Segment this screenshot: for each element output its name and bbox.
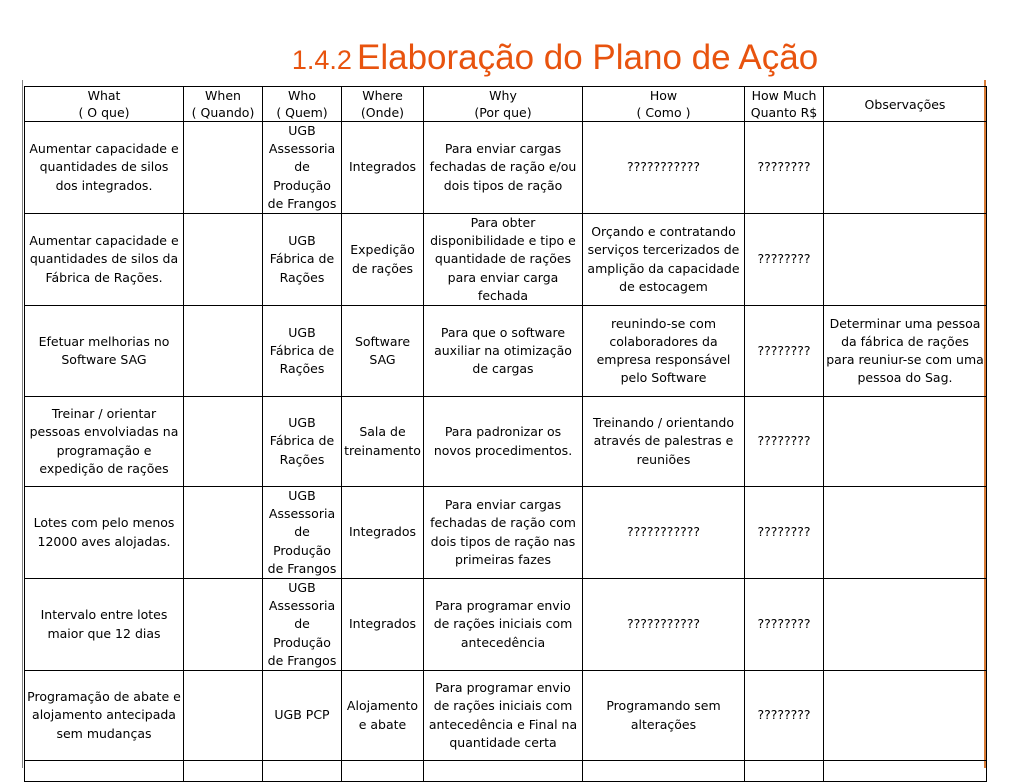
header-what: What ( O que) xyxy=(25,87,184,122)
cell-who: UGB Fábrica de Rações xyxy=(263,397,342,487)
table-row-empty xyxy=(25,761,987,782)
cell-observacoes xyxy=(824,214,987,306)
table-row xyxy=(25,397,987,487)
cell-how-much: ???????? xyxy=(745,214,824,306)
cell-when xyxy=(184,306,263,397)
cell-when xyxy=(184,487,263,579)
cell-what: Lotes com pelo menos 12000 aves alojadas. xyxy=(25,487,184,579)
cell-why: Para padronizar os novos procedimentos. xyxy=(424,397,583,487)
action-plan-table xyxy=(24,86,987,782)
cell-who: UGB Assessoria de Produção de Frangos xyxy=(263,487,342,579)
cell-who: UGB Fábrica de Rações xyxy=(263,214,342,306)
cell-how: Orçando e contratando serviços tercerizados de amplição da capacidade de estocagem xyxy=(583,214,745,306)
cell-when xyxy=(184,397,263,487)
cell-who: UGB Assessoria de Produção de Frangos xyxy=(263,122,342,214)
cell-where: Software SAG xyxy=(342,306,424,397)
cell-why: Para programar envio de rações iniciais com antecedência xyxy=(424,579,583,671)
header-observacoes: Observações xyxy=(824,87,987,122)
cell-how-much: ???????? xyxy=(745,306,824,397)
cell-empty xyxy=(745,761,824,782)
cell-when xyxy=(184,579,263,671)
cell-observacoes xyxy=(824,122,987,214)
cell-who: UGB Assessoria de Produção de Frangos xyxy=(263,579,342,671)
cell-how: reunindo-se com colaboradores da empresa responsável pelo Software xyxy=(583,306,745,397)
cell-observacoes xyxy=(824,487,987,579)
title-number: 1.4.2 xyxy=(291,45,352,75)
cell-observacoes xyxy=(824,671,987,761)
cell-where: Alojamento e abate xyxy=(342,671,424,761)
cell-why: Para enviar cargas fechadas de ração com dois tipos de ração nas primeiras fazes xyxy=(424,487,583,579)
cell-observacoes xyxy=(824,397,987,487)
cell-why: Para que o software auxiliar na otimização de cargas xyxy=(424,306,583,397)
table-row xyxy=(25,487,987,579)
cell-empty xyxy=(424,761,583,782)
cell-where: Integrados xyxy=(342,487,424,579)
cell-observacoes: Determinar uma pessoa da fábrica de rações para reuniur-se com uma pessoa do Sag. xyxy=(824,306,987,397)
table-row xyxy=(25,122,987,214)
cell-observacoes xyxy=(824,579,987,671)
cell-how-much: ???????? xyxy=(745,487,824,579)
cell-when xyxy=(184,214,263,306)
cell-empty xyxy=(824,761,987,782)
table-row xyxy=(25,214,987,306)
cell-empty xyxy=(184,761,263,782)
header-when: When ( Quando) xyxy=(184,87,263,122)
header-why: Why (Por que) xyxy=(424,87,583,122)
table-row xyxy=(25,579,987,671)
cell-empty xyxy=(583,761,745,782)
cell-where: Integrados xyxy=(342,579,424,671)
cell-how-much: ???????? xyxy=(745,579,824,671)
table-row xyxy=(25,671,987,761)
slide-title xyxy=(0,38,1024,78)
cell-how: ??????????? xyxy=(583,579,745,671)
cell-where: Integrados xyxy=(342,122,424,214)
cell-why: Para enviar cargas fechadas de ração e/ou dois tipos de ração xyxy=(424,122,583,214)
cell-how: Programando sem alterações xyxy=(583,671,745,761)
title-text: Elaboração do Plano de Ação xyxy=(356,38,819,77)
header-where: Where (Onde) xyxy=(342,87,424,122)
cell-who: UGB Fábrica de Rações xyxy=(263,306,342,397)
cell-empty xyxy=(342,761,424,782)
cell-how-much: ???????? xyxy=(745,397,824,487)
cell-empty xyxy=(263,761,342,782)
cell-empty xyxy=(25,761,184,782)
cell-who: UGB PCP xyxy=(263,671,342,761)
cell-what: Efetuar melhorias no Software SAG xyxy=(25,306,184,397)
sheet-left-edge xyxy=(22,80,23,768)
cell-what: Aumentar capacidade e quantidades de silos dos integrados. xyxy=(25,122,184,214)
table-header-row xyxy=(25,87,987,122)
cell-what: Intervalo entre lotes maior que 12 dias xyxy=(25,579,184,671)
header-how-much: How Much Quanto R$ xyxy=(745,87,824,122)
header-who: Who ( Quem) xyxy=(263,87,342,122)
cell-where: Sala de treinamento xyxy=(342,397,424,487)
header-how: How ( Como ) xyxy=(583,87,745,122)
cell-how: ??????????? xyxy=(583,122,745,214)
cell-why: Para programar envio de rações iniciais com antecedência e Final na quantidade certa xyxy=(424,671,583,761)
cell-where: Expedição de rações xyxy=(342,214,424,306)
cell-how: Treinando / orientando através de palestras e reuniões xyxy=(583,397,745,487)
cell-what: Programação de abate e alojamento antecipada sem mudanças xyxy=(25,671,184,761)
cell-when xyxy=(184,671,263,761)
cell-when xyxy=(184,122,263,214)
cell-how: ??????????? xyxy=(583,487,745,579)
cell-what: Treinar / orientar pessoas envolviadas na programação e expedição de rações xyxy=(25,397,184,487)
action-plan-sheet xyxy=(24,86,986,768)
cell-what: Aumentar capacidade e quantidades de silos da Fábrica de Rações. xyxy=(25,214,184,306)
cell-how-much: ???????? xyxy=(745,671,824,761)
cell-how-much: ???????? xyxy=(745,122,824,214)
cell-why: Para obter disponibilidade e tipo e quantidade de rações para enviar carga fechada xyxy=(424,214,583,306)
table-row xyxy=(25,306,987,397)
